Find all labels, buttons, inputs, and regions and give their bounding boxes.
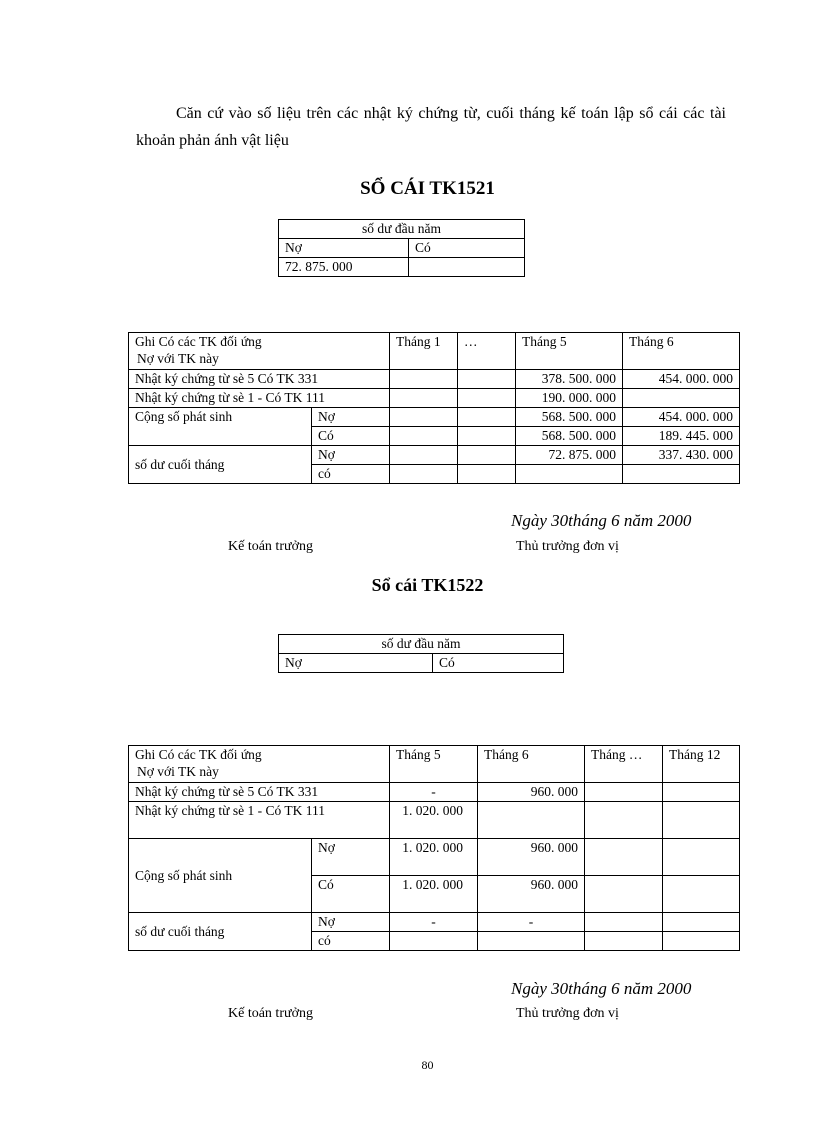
month-header: Tháng 1 <box>390 333 458 370</box>
cell <box>458 408 516 427</box>
side-label: Nợ <box>312 913 390 932</box>
cell <box>585 932 663 951</box>
table-row <box>129 913 740 932</box>
cell <box>585 876 663 913</box>
opening-debit-label: Nợ <box>279 239 409 258</box>
ledger1-date: Ngày 30tháng 6 năm 2000 <box>511 511 692 530</box>
cell <box>390 427 458 446</box>
table-row <box>129 446 740 465</box>
ledger2-signer-left: Kế toán trưởng <box>228 1006 313 1021</box>
cell: 960. 000 <box>478 783 585 802</box>
cell <box>663 802 740 839</box>
table-row <box>129 783 740 802</box>
cell: 454. 000. 000 <box>623 408 740 427</box>
table-row <box>129 408 740 427</box>
cell <box>458 370 516 389</box>
cell <box>390 408 458 427</box>
table-row <box>129 802 740 839</box>
cell: 568. 500. 000 <box>516 427 623 446</box>
row-label: Nhật ký chứng từ sè 1 - Có TK 111 <box>129 802 390 839</box>
cell <box>663 783 740 802</box>
month-header: Tháng 6 <box>478 746 585 783</box>
cell <box>390 370 458 389</box>
cell <box>585 913 663 932</box>
header-line2: Nợ với TK này <box>137 764 219 779</box>
opening-credit-value <box>409 258 525 277</box>
ledger2-main-table <box>128 745 740 951</box>
cell <box>585 802 663 839</box>
header-line1: Ghi Có các TK đối ứng <box>135 334 262 349</box>
ledger1-signer-left: Kế toán trưởng <box>228 539 313 554</box>
cell <box>458 389 516 408</box>
ledger2-title: Sổ cái TK1522 <box>371 575 484 595</box>
cell: 72. 875. 000 <box>516 446 623 465</box>
cell: 960. 000 <box>478 876 585 913</box>
cell <box>623 465 740 484</box>
side-label: Có <box>312 876 390 913</box>
cell <box>663 839 740 876</box>
cell <box>663 876 740 913</box>
cell: - <box>390 783 478 802</box>
ledger1-signer-right: Thủ trưởng đơn vị <box>516 539 619 554</box>
cell <box>663 913 740 932</box>
opening-debit-label: Nợ <box>279 654 433 673</box>
ledger1-main-table <box>128 332 740 484</box>
row-label: Nhật ký chứng từ sè 5 Có TK 331 <box>129 370 390 389</box>
header-line2: Nợ với TK này <box>137 351 219 366</box>
cell <box>478 802 585 839</box>
cell: 454. 000. 000 <box>623 370 740 389</box>
ledger2-signer-right: Thủ trưởng đơn vị <box>516 1006 619 1021</box>
intro-paragraph: Căn cứ vào số liệu trên các nhật ký chứng từ, cuối tháng kế toán lập sổ cái các tài khoản phản ánh vật liệu <box>136 105 726 149</box>
opening-header: số dư đầu năm <box>279 635 564 654</box>
header-cell <box>129 746 390 783</box>
total-label: Cộng số phát sinh <box>129 408 312 446</box>
cell <box>623 389 740 408</box>
table-row <box>129 839 740 876</box>
cell <box>458 446 516 465</box>
cell <box>478 932 585 951</box>
month-header: … <box>458 333 516 370</box>
ledger1-opening-table <box>278 219 525 277</box>
side-label: Nợ <box>312 446 390 465</box>
page-number: 80 <box>421 1058 434 1072</box>
cell <box>585 839 663 876</box>
opening-debit-value: 72. 875. 000 <box>279 258 409 277</box>
cell: 1. 020. 000 <box>390 839 478 876</box>
cell: 1. 020. 000 <box>390 802 478 839</box>
cell <box>458 465 516 484</box>
opening-credit-label: Có <box>409 239 525 258</box>
side-label: Có <box>312 427 390 446</box>
month-header: Tháng 6 <box>623 333 740 370</box>
month-header: Tháng 12 <box>663 746 740 783</box>
closing-label: số dư cuối tháng <box>129 446 312 484</box>
cell <box>458 427 516 446</box>
cell <box>390 389 458 408</box>
side-label: Nợ <box>312 408 390 427</box>
cell: 337. 430. 000 <box>623 446 740 465</box>
row-label: Nhật ký chứng từ sè 1 - Có TK 111 <box>129 389 390 408</box>
month-header: Tháng … <box>585 746 663 783</box>
table-row <box>129 389 740 408</box>
cell <box>663 932 740 951</box>
side-label: có <box>312 465 390 484</box>
cell: 378. 500. 000 <box>516 370 623 389</box>
cell <box>390 932 478 951</box>
cell: - <box>478 913 585 932</box>
cell: 960. 000 <box>478 839 585 876</box>
ledger2-opening-table <box>278 634 564 673</box>
cell <box>516 465 623 484</box>
cell: 1. 020. 000 <box>390 876 478 913</box>
cell <box>585 783 663 802</box>
total-label: Cộng số phát sinh <box>129 839 312 913</box>
header-cell <box>129 333 390 370</box>
cell <box>390 446 458 465</box>
month-header: Tháng 5 <box>390 746 478 783</box>
cell: 568. 500. 000 <box>516 408 623 427</box>
side-label: có <box>312 932 390 951</box>
cell: 189. 445. 000 <box>623 427 740 446</box>
side-label: Nợ <box>312 839 390 876</box>
cell: - <box>390 913 478 932</box>
opening-header: số dư đầu năm <box>279 220 525 239</box>
month-header: Tháng 5 <box>516 333 623 370</box>
table-row <box>129 370 740 389</box>
cell: 190. 000. 000 <box>516 389 623 408</box>
ledger2-date: Ngày 30tháng 6 năm 2000 <box>511 979 692 998</box>
cell <box>390 465 458 484</box>
opening-credit-label: Có <box>433 654 564 673</box>
header-line1: Ghi Có các TK đối ứng <box>135 747 262 762</box>
closing-label: số dư cuối tháng <box>129 913 312 951</box>
row-label: Nhật ký chứng từ sè 5 Có TK 331 <box>129 783 390 802</box>
ledger1-title: SỔ CÁI TK1521 <box>360 178 495 199</box>
